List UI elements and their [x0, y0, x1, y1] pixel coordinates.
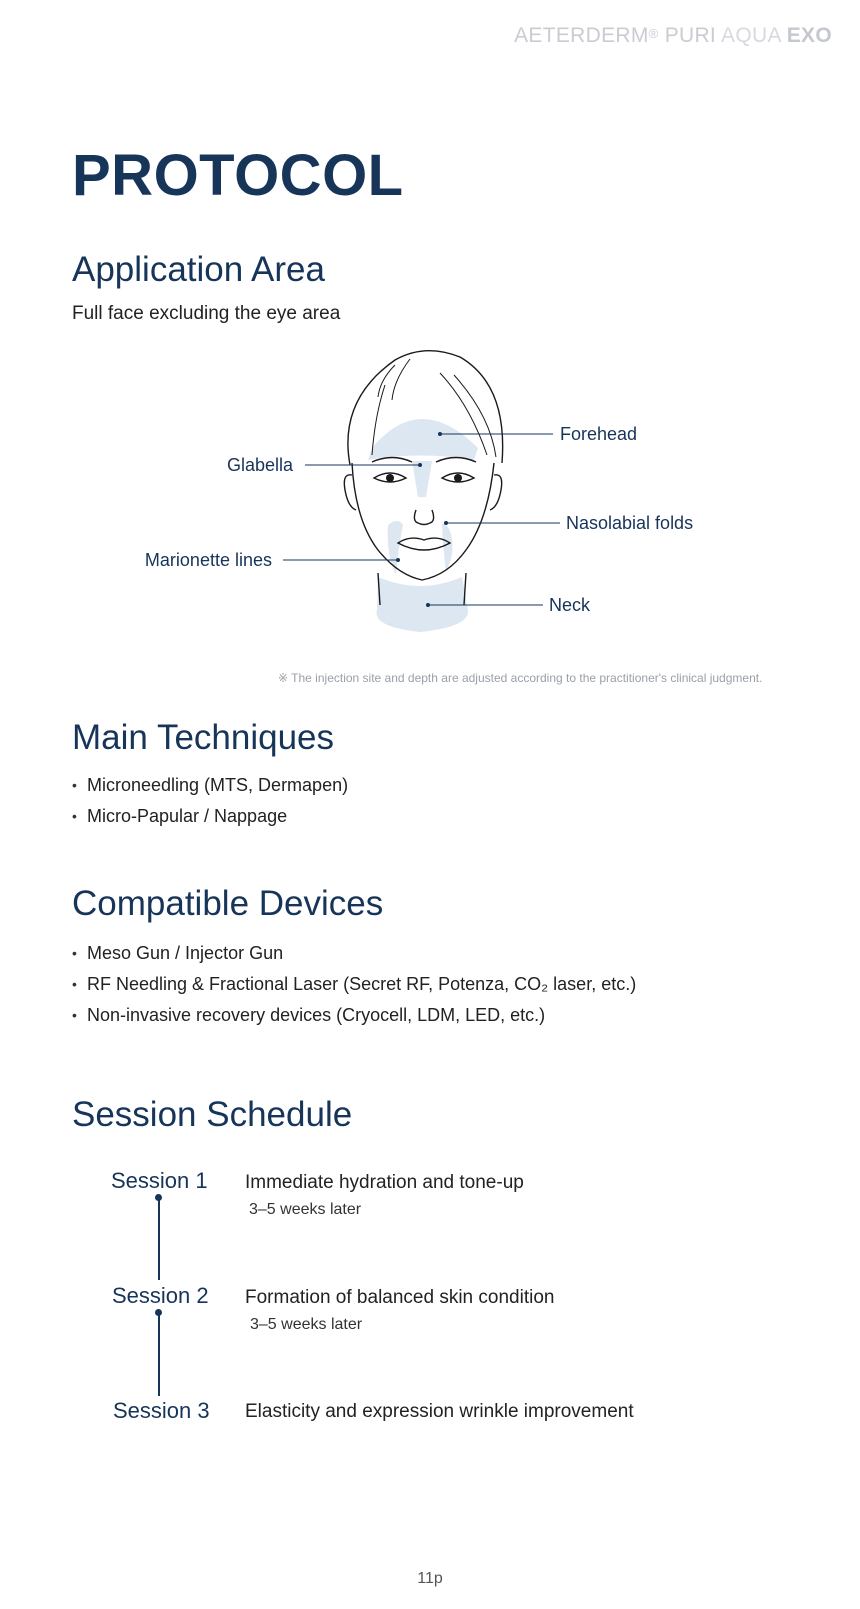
- page-number: 11p: [417, 1570, 443, 1587]
- face-diagram: [0, 345, 860, 650]
- compatible-devices-heading: Compatible Devices: [72, 884, 384, 923]
- application-area-lead: Full face excluding the eye area: [72, 303, 341, 324]
- marionette-dot: [396, 558, 400, 562]
- list-item: • Non-invasive recovery devices (Cryocell, LDM, LED, etc.): [72, 1000, 636, 1031]
- forehead-label: Forehead: [560, 424, 638, 444]
- list-item: • Meso Gun / Injector Gun: [72, 938, 636, 969]
- page-title: PROTOCOL: [72, 143, 404, 208]
- forehead-area: [368, 419, 478, 460]
- session-2-desc: Formation of balanced skin condition: [245, 1287, 555, 1308]
- nasolabial-label: Nasolabial folds: [566, 513, 694, 533]
- brand-puri: PURI: [664, 24, 717, 47]
- right-cheek-area: [442, 523, 452, 571]
- session-2-name: Session 2: [112, 1283, 209, 1308]
- lips: [398, 538, 450, 550]
- timeline-line: [158, 1313, 160, 1396]
- list-item: • Microneedling (MTS, Dermapen): [72, 770, 348, 801]
- left-pupil: [386, 474, 394, 482]
- neck-label: Neck: [549, 595, 591, 615]
- list-item: • RF Needling & Fractional Laser (Secret RF, Potenza, CO₂ laser, etc.): [72, 969, 636, 1000]
- nasolabial-dot: [444, 521, 448, 525]
- forehead-dot: [438, 432, 442, 436]
- application-area-heading: Application Area: [72, 250, 325, 289]
- nose: [414, 510, 433, 525]
- session-2-interval: 3–5 weeks later: [250, 1316, 363, 1333]
- leader-dots: [396, 432, 448, 607]
- glabella-dot: [418, 463, 422, 467]
- session-3-desc: Elasticity and expression wrinkle improvement: [245, 1401, 634, 1422]
- brand-aqua: AQUA: [721, 24, 781, 47]
- brand-exo: EXO: [786, 24, 832, 47]
- marionette-label: Marionette lines: [144, 550, 272, 570]
- session-1-interval: 3–5 weeks later: [249, 1201, 362, 1218]
- session-1-desc: Immediate hydration and tone-up: [245, 1172, 524, 1193]
- list-item: • Micro-Papular / Nappage: [72, 801, 348, 832]
- treatment-area-highlights: [368, 419, 478, 632]
- registered-mark: ®: [648, 26, 659, 41]
- session-1-name: Session 1: [111, 1168, 208, 1193]
- injection-note: ※ The injection site and depth are adjusted according to the practitioner's clinical judgment.: [278, 671, 763, 685]
- neck-dot: [426, 603, 430, 607]
- glabella-area: [412, 461, 432, 497]
- left-ear: [344, 475, 356, 510]
- timeline-line: [158, 1198, 160, 1280]
- main-techniques-heading: Main Techniques: [72, 718, 335, 757]
- devices-list: [72, 938, 636, 1031]
- techniques-list: [72, 770, 348, 832]
- session-3-name: Session 3: [113, 1398, 210, 1423]
- glabella-label: Glabella: [226, 455, 293, 475]
- brand-name: AETERDERM: [514, 24, 649, 47]
- right-pupil: [454, 474, 462, 482]
- brand-logo: [514, 24, 832, 48]
- session-schedule-heading: Session Schedule: [72, 1095, 353, 1134]
